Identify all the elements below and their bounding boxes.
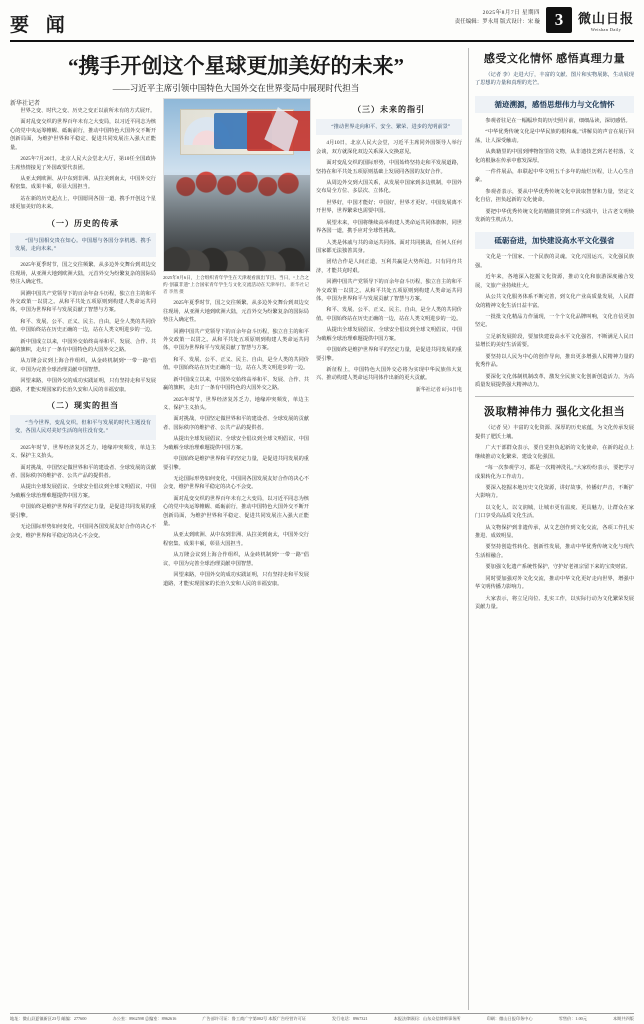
headline-block <box>10 50 462 94</box>
footer-item: 零售价：1.00元 <box>558 1015 587 1021</box>
sidebar-divider <box>475 396 634 397</box>
footer-item: 印刷：微山日报印务中心 <box>486 1015 533 1021</box>
article-headline: “携手开创这个星球更加美好的未来” <box>68 54 404 78</box>
section-heading: （二）现实的担当 <box>47 401 119 411</box>
footer-item: 发行电话：8967321 <box>331 1015 368 1021</box>
paragraph: 新中国成立以来，中国外交始终高举和平、发展、合作、共赢的旗帜，走出了一条有中国特色的大国外交之路。 <box>10 338 156 354</box>
paragraph: 中国始终是维护世界和平的坚定力量，是促进共同发展的重要引擎。 <box>316 347 462 362</box>
paragraph: 回溯中国共产党领导下的百余年奋斗历程，独立自主的和平外交政策一以贯之。从和平共处五项原则到构建人类命运共同体，中国为世界和平与发展贡献了智慧与方案。 <box>163 328 309 352</box>
paragraph: 回望来路，中国外交的成功实践证明，只有坚持走和平发展道路，才能实现国家的长治久安和人民的幸福安康。 <box>163 572 309 587</box>
paragraph: 和平、发展、公平、正义、民主、自由，是全人类的共同价值。中国始终站在历史正确的一边，站在人类文明进步的一边。 <box>163 356 309 372</box>
paragraph: 要坚持以人民为中心的创作导向，推出更多增强人民精神力量的优秀作品。 <box>475 353 634 369</box>
paper-name-cn: 微山日报 <box>577 11 634 26</box>
section-heading: （三）未来的指引 <box>353 105 425 114</box>
paragraph: 立足新发展阶段，要加快建设高水平文化强省，不断满足人民日益增长的美好生活需要。 <box>475 333 634 349</box>
paragraph: 从亚太到欧洲、从中东到非洲、从拉美到南太，中国外交行程密集、成果丰硕，彰显大国担当。 <box>163 532 309 547</box>
section-pullquote: “推动世界走向和平、安全、繁荣、进步的光明前景” <box>316 119 462 135</box>
paragraph: 无论国际形势如何变化，中国同各国发展友好合作的决心不会变，维护世界和平稳定的决心不会变。 <box>163 475 309 491</box>
paragraph: 无论国际形势如何变化，中国同各国发展友好合作的决心不会变，维护世界和平稳定的决心不会变。 <box>10 524 156 539</box>
footer-item: 本报法律顾问：山东众信律师事务所 <box>393 1015 461 1021</box>
footer-item: 办公室：8962598 总编室：8962616 <box>112 1015 177 1021</box>
paragraph: 从典籍里的中国到博物馆里的文物，从非遗技艺到古老村落，文化的根脉在传承中愈发深厚。 <box>475 149 634 164</box>
sidebar-article-1-title: 感受文化情怀 感悟真理力量 <box>483 53 626 65</box>
sidebar-articles <box>468 48 634 1010</box>
paragraph: 文化是一个国家、一个民族的灵魂。文化兴国运兴，文化强民族强。 <box>475 254 634 269</box>
paragraph: 要加强文化遗产系统性保护，守护好老祖宗留下来的宝贵财富。 <box>485 564 631 571</box>
page-content <box>10 48 634 1010</box>
paragraph: 人类是休戚与共的命运共同体。面对共同挑战，任何人任何国家都无法独善其身。 <box>316 239 462 254</box>
masthead <box>10 6 634 42</box>
paper-logo <box>578 6 634 32</box>
paragraph: 参观者驻足在一幅幅珍贵的历史照片前，细细品读，深切感悟。 <box>485 117 631 124</box>
photo-caption-text: 2025年8月6日，上合组织青年学生在天津观看演出节目。当日，“上合之约·创赢非遗”上合国家青年学生与文化交流活动在天津举行。 <box>163 275 309 288</box>
paragraph: 面对乱变交织的世界百年未有之大变局，以习近平同志为核心的党中央运筹帷幄、砥砺前行，推动中国特色大国外交不断开创新局面，为维护世界和平稳定、促进共同发展注入强大正能量。 <box>163 495 309 528</box>
paragraph: 从万隆会议到上海合作组织，从金砖机制到“一带一路”倡议，中国为完善全球治理贡献中国智慧。 <box>163 552 309 567</box>
publication-date: 2025年8月7日 星期四 <box>482 10 540 16</box>
paragraph: 从提出全球发展倡议、全球安全倡议到全球文明倡议，中国为破解全球治理难题提供中国方案。 <box>316 327 462 342</box>
section-pullquote: “国与国相交贵在知心。中国愿与各国分享机遇、携手发展，走向未来。” <box>10 233 156 258</box>
sidebar-subheading: 循迹溯源，感悟思想伟力与文化情怀 <box>475 96 634 113</box>
paragraph: “每一次参观学习，都是一次精神洗礼。”大家纷纷表示，要把学习成果转化为工作动力。 <box>475 465 634 480</box>
paragraph: 同时要加强对外文化交流，推动中华文化更好走向世界，增强中华文明传播力影响力。 <box>475 575 634 591</box>
paragraph: 面对挑战，中国坚定做世界和平的建设者、全球发展的贡献者、国际秩序的维护者、公共产品的提供者。 <box>10 464 156 480</box>
paper-name-en: Weishan Daily <box>590 27 622 32</box>
photo-caption <box>163 274 309 295</box>
paragraph: 从提出全球发展倡议、全球安全倡议到全球文明倡议，中国为破解全球治理难题提供中国方案。 <box>163 436 309 451</box>
section-heading: （一）历史的传承 <box>47 218 119 228</box>
paragraph: 面对挑战，中国坚定做世界和平的建设者、全球发展的贡献者、国际秩序的维护者、公共产品的提供者。 <box>163 416 309 431</box>
paragraph: 和平、发展、公平、正义、民主、自由，是全人类的共同价值。中国始终站在历史正确的一边，站在人类文明进步的一边。 <box>316 307 462 322</box>
paragraph: 世界好，中国才能好；中国好，世界才更好。中国发展离不开世界，世界繁荣也需要中国。 <box>316 199 462 215</box>
page-number-badge: 3 <box>546 7 572 33</box>
paragraph: 2025年7月20日，北京人民大会堂北大厅，第10任全国政协主席热情接见了外国政要代表团。 <box>10 156 156 171</box>
footer-item: 地址：微山县夏镇新区23号 邮编：277600 <box>10 1015 87 1021</box>
sidebar-article-1-lead: （记者 李）走进大厅，丰富的文献、图片和实物展陈，生动展现了思想的力量和真理的光芒。 <box>475 72 634 87</box>
paragraph: 要深入挖掘本地历史文化资源，讲好故事，传播好声音，不断扩大影响力。 <box>475 484 634 500</box>
photo-credit: 新华社记者 李然 摄 <box>163 282 309 295</box>
paragraph: 从文物保护到非遗传承，从文艺创作到文化交流，各项工作扎实推进、成效明显。 <box>475 524 634 540</box>
paragraph: 4月10日，北京人民大会堂，习近平主席同外国领导人举行会谈，双方就深化双边关系深入交换意见。 <box>316 140 462 155</box>
article-subhead: ——习近平主席引领中国特色大国外交在世界变局中展现时代担当 <box>112 83 360 93</box>
sidebar-subheading: 砥砺奋进，加快建设高水平文化强省 <box>475 232 634 249</box>
paragraph: 中国始终是维护世界和平的坚定力量，是促进共同发展的重要引擎。 <box>163 456 309 471</box>
paragraph: 要把中华优秀传统文化的精髓贯穿到工作实践中，让古老文明焕发新的生机活力。 <box>475 208 634 224</box>
paragraph: 团结合作是人间正道，互利共赢是大势所趋。只有同舟共济，才能共克时艰。 <box>316 259 462 274</box>
paragraph: 回溯中国共产党领导下的百余年奋斗历程，独立自主的和平外交政策一以贯之。从和平共处五项原则到构建人类命运共同体，中国为世界和平与发展贡献了智慧与方案。 <box>316 279 462 303</box>
article-column-1 <box>10 98 156 591</box>
article-column-2 <box>163 98 309 591</box>
paragraph: 一批批文化精品力作涌现，一个个文化品牌叫响，文化自信更加坚定。 <box>475 314 634 329</box>
paragraph: （记者 吴）丰富的文化资源、深厚的历史底蕴，为文化传承发展提供了肥沃土壤。 <box>475 425 634 440</box>
section-pullquote: “当今世界，变乱交织。但和平与发展的时代主题没有变，各国人民对美好生活的向往没有变。” <box>10 415 156 440</box>
editor-credits: 责任编辑：罗永用 版式设计：宋 璇 <box>454 19 540 26</box>
masthead-meta <box>455 6 540 28</box>
section-title: 要 闻 <box>10 15 71 36</box>
paragraph: 回溯中国共产党领导下的百余年奋斗历程，独立自主的和平外交政策一以贯之。从和平共处五项原则到构建人类命运共同体，中国为世界和平与发展贡献了智慧与方案。 <box>10 290 156 314</box>
article-columns <box>10 98 462 591</box>
masthead-right <box>455 6 634 33</box>
paragraph: 新中国成立以来，中国外交始终高举和平、发展、合作、共赢的旗帜，走出了一条有中国特色的大国外交之路。 <box>163 376 309 392</box>
paragraph: 面对乱变交织的世界百年未有之大变局，以习近平同志为核心的党中央运筹帷幄、砥砺前行，推动中国特色大国外交不断开创新局面，为维护世界和平稳定、促进共同发展注入强大正能量。 <box>10 119 156 151</box>
paragraph: 展望未来，中国将继续高举构建人类命运共同体旗帜，同世界各国一道，携手应对全球性挑战。 <box>316 219 462 235</box>
paragraph: 近年来，各地深入挖掘文化资源，推动文化和旅游深度融合发展，文旅产业持续壮大。 <box>475 274 634 289</box>
paragraph: 从公共文化服务体系不断完善，到文化产业高质量发展，人民群众的精神文化生活日益丰富。 <box>475 294 634 309</box>
audience-crowd <box>164 175 310 271</box>
paragraph: 从周边外交到大国关系，从发展中国家到多边机制，中国外交布局全方位、多层次、立体化。 <box>316 180 462 195</box>
paragraph: 2025年时节，世界经济复苏乏力，地缘冲突频发，单边主义、保护主义抬头。 <box>10 444 156 460</box>
paragraph: 中国始终是维护世界和平的坚定力量，是促进共同发展的重要引擎。 <box>10 504 156 519</box>
paragraph: 新征程上，中国特色大国外交必将为实现中华民族伟大复兴、推动构建人类命运共同体作出新的更大贡献。 <box>316 367 462 382</box>
paragraph: 要深化文化体制机制改革，激发全民族文化创新创造活力，为高质量发展提供强大精神动力。 <box>475 373 634 388</box>
page-footer <box>10 1013 634 1022</box>
paragraph: 广大干部群众表示，要自觉担负起新的文化使命，在新的起点上继续推动文化繁荣、建设文化强国。 <box>475 445 634 460</box>
paragraph: 以文化人、以文润城，让城市更有温度、更具魅力，让群众在家门口享受高品质文化生活。 <box>475 504 634 520</box>
paragraph: 2025年时节，世界经济复苏乏力，地缘冲突频发，单边主义、保护主义抬头。 <box>163 396 309 411</box>
paragraph: 回望来路，中国外交的成功实践证明，只有坚持走和平发展道路，才能实现国家的长治久安和人民的幸福安康。 <box>10 378 156 393</box>
paragraph: 一件件展品，串联起中华文明五千多年的灿烂历程，让人心生自豪。 <box>475 168 634 184</box>
footer-item: 本期共四版 <box>612 1015 634 1021</box>
sidebar-article-2-title: 汲取精神伟力 强化文化担当 <box>483 406 626 419</box>
paragraph: “中华优秀传统文化是中华民族的根和魂。”讲解员的声音在展厅回荡，让人深受触动。 <box>475 129 634 144</box>
paragraph: 和平、发展、公平、正义、民主、自由，是全人类的共同价值。中国始终站在历史正确的一边，站在人类文明进步的一边。 <box>10 318 156 334</box>
paragraph: 要坚持创造性转化、创新性发展，推动中华优秀传统文化与现代生活相融合。 <box>475 544 634 559</box>
paragraph: 2025年夏季时节，国之交往频繁。从多边外交舞台到双边交往现场，从亚洲大地到欧洲大陆，元首外交为纷繁复杂的国际局势注入确定性。 <box>10 262 156 286</box>
paragraph: 从万隆会议到上海合作组织，从金砖机制到“一带一路”倡议，中国为完善全球治理贡献中国智慧。 <box>10 358 156 373</box>
paragraph: 大家表示，将立足岗位、扎实工作，以实际行动为文化繁荣发展贡献力量。 <box>475 595 634 610</box>
article-photo <box>163 98 311 272</box>
main-article <box>10 48 462 1010</box>
article-photo-block <box>163 98 309 295</box>
paragraph: 从提出全球发展倡议、全球安全倡议到全球文明倡议，中国为破解全球治理难题提供中国方案。 <box>10 484 156 499</box>
article-column-3 <box>316 98 462 591</box>
paragraph: 面对变乱交织的国际形势，中国始终坚持走和平发展道路，坚持在和平共处五项原则基础上发展同各国的友好合作。 <box>316 160 462 175</box>
article-byline: 新华社记者 <box>10 101 41 107</box>
footer-item: 广告部许可证：鲁工商广字第002号 本版广告经营许可证 <box>202 1015 306 1021</box>
paragraph: 参观者表示，要从中华优秀传统文化中汲取智慧和力量，坚定文化自信，担负起新的文化使命。 <box>475 188 634 204</box>
article-signoff: 新华社记者 8月6日电 <box>415 387 462 393</box>
paragraph: 从亚太到欧洲、从中东到非洲、从拉美到南太，中国外交行程密集、成果丰硕，彰显大国担当。 <box>10 175 156 191</box>
paragraph: 2025年夏季时节，国之交往频繁。从多边外交舞台到双边交往现场，从亚洲大地到欧洲大陆，元首外交为纷繁复杂的国际局势注入确定性。 <box>163 300 309 324</box>
paragraph: 站在新的历史起点上，中国愿同各国一道，携手开创这个星球更加美好的未来。 <box>10 195 156 211</box>
paragraph: 世界之变、时代之变、历史之变正以前所未有的方式展开。 <box>20 108 156 114</box>
